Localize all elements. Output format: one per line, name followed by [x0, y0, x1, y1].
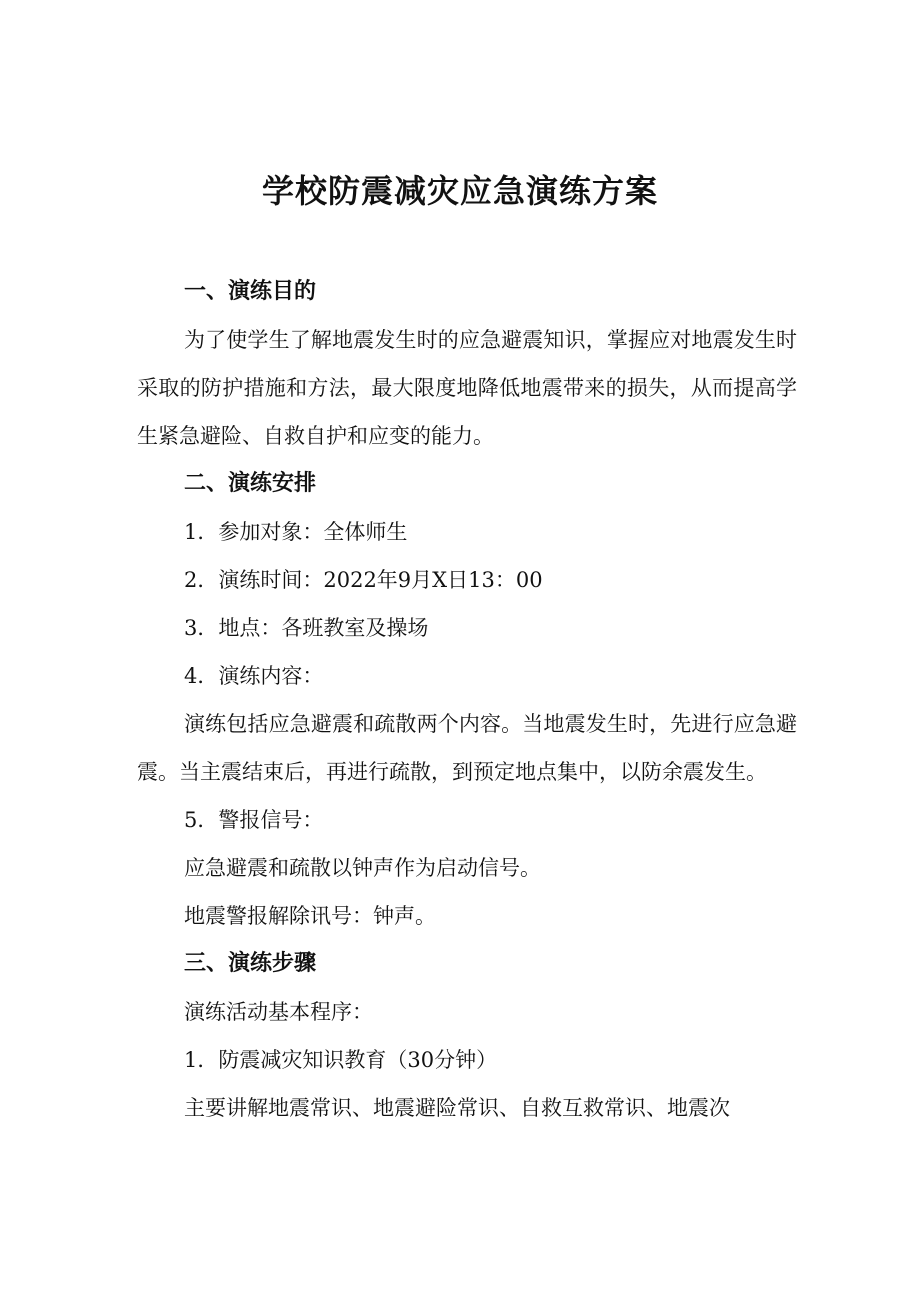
section2-item2: 2．演练时间：2022年9月X日13：00	[184, 568, 543, 592]
section2-item5: 5．警报信号：	[184, 808, 324, 832]
document-body	[137, 268, 797, 1132]
section3-item1: 1．防震减灾知识教育（30分钟）	[184, 1048, 498, 1072]
section3-item1-paragraph: 主要讲解地震常识、地震避险常识、自救互救常识、地震次	[184, 1096, 730, 1120]
section2-heading: 二、演练安排	[184, 471, 317, 496]
document-title: 学校防震减灾应急演练方案	[261, 172, 658, 210]
section2-item5-line2: 地震警报解除讯号：钟声。	[184, 904, 436, 928]
section2-item1: 1．参加对象：全体师生	[184, 520, 408, 544]
section2-item3: 3．地点：各班教室及操场	[184, 616, 429, 640]
section3-heading: 三、演练步骤	[184, 951, 317, 976]
section3-intro: 演练活动基本程序：	[184, 1000, 373, 1024]
section1-paragraph: 为了使学生了解地震发生时的应急避震知识，掌握应对地震发生时采取的防护措施和方法，最大限度地降低地震带来的损失，从而提高学生紧急避险、自救自护和应变的能力。	[137, 328, 797, 448]
section2-item4: 4．演练内容：	[184, 664, 324, 688]
section2-item4-paragraph: 演练包括应急避震和疏散两个内容。当地震发生时，先进行应急避震。当主震结束后，再进行疏散，到预定地点集中，以防余震发生。	[137, 712, 797, 784]
section1-heading: 一、演练目的	[184, 279, 317, 304]
section2-item5-line1: 应急避震和疏散以钟声作为启动信号。	[184, 856, 541, 880]
